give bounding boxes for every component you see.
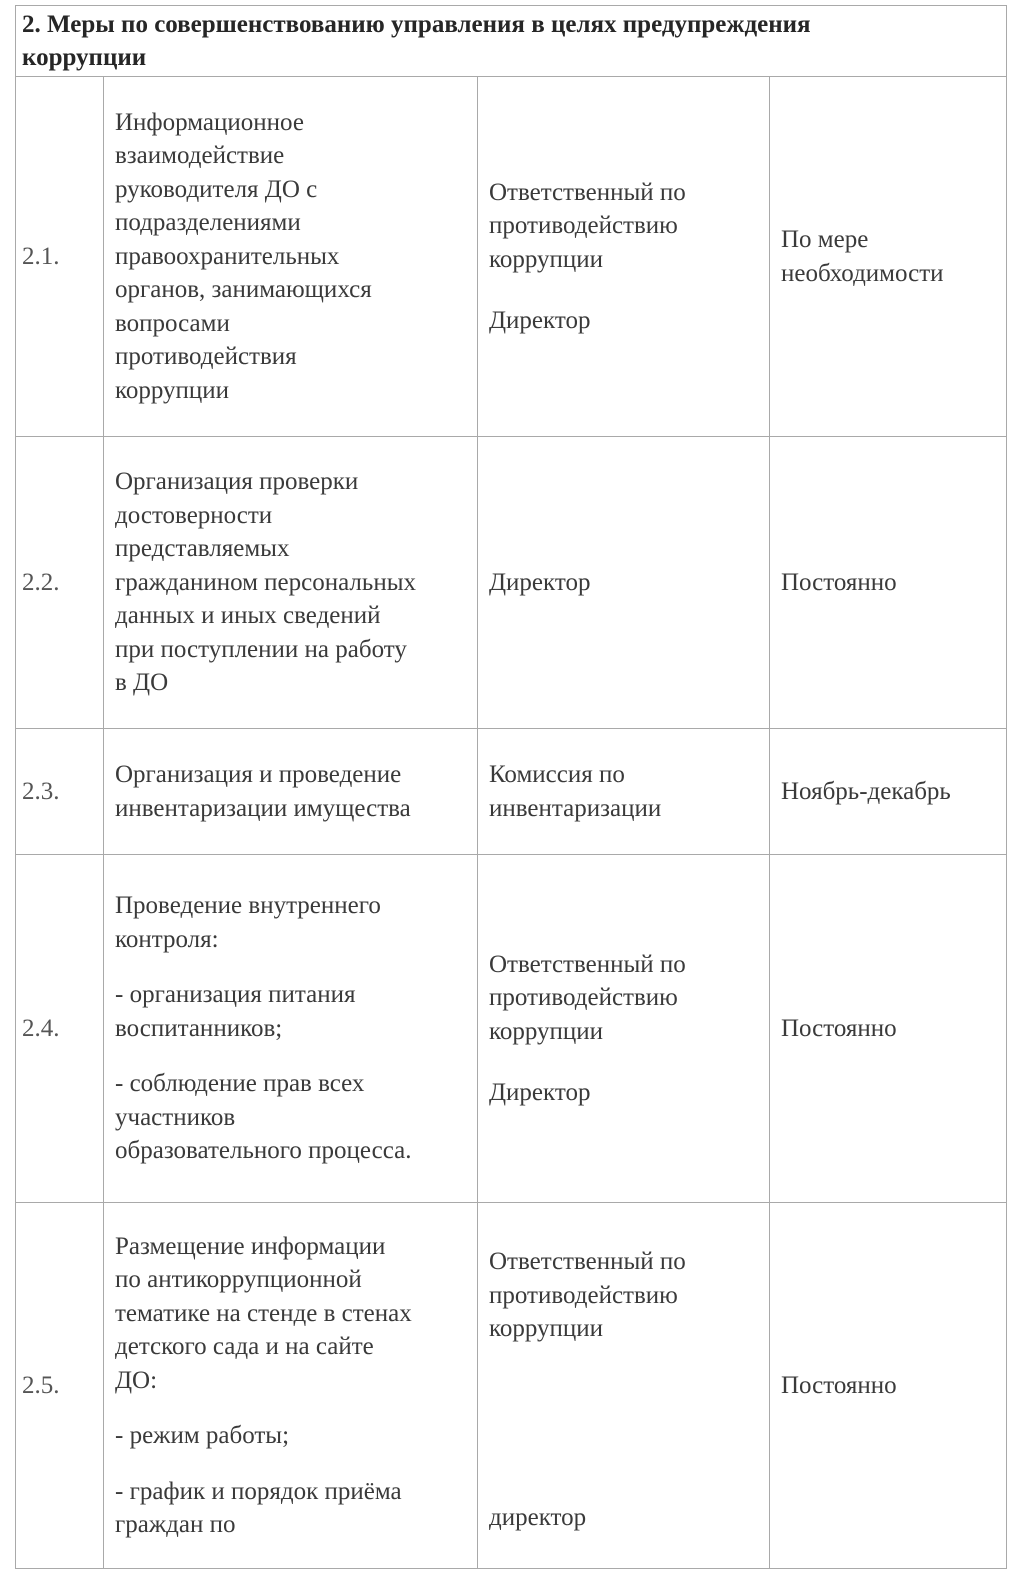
table-row — [16, 437, 1007, 729]
action-line: руководителя ДО с — [115, 175, 318, 203]
section-header-row — [16, 6, 1007, 77]
action-cell — [104, 729, 478, 855]
section-title — [16, 6, 1007, 77]
action-line: подразделениями — [115, 209, 301, 237]
action-line: вопросами — [115, 309, 230, 337]
responsible-cell — [478, 437, 770, 729]
action-cell — [104, 77, 478, 437]
action-line: ДО: — [115, 1366, 158, 1394]
action-line: граждан по — [115, 1511, 236, 1538]
term-line: По мере — [781, 226, 869, 253]
responsible-cell — [478, 855, 770, 1203]
action-line: правоохранительных — [115, 242, 340, 270]
action-line: коррупции — [115, 376, 230, 404]
responsible-line: директор — [489, 1503, 587, 1531]
section-title-line: коррупции — [22, 44, 147, 71]
responsible-line: Ответственный по — [489, 178, 686, 206]
term-line: необходимости — [781, 259, 944, 287]
spacer — [489, 1346, 763, 1501]
action-line: Организация проверки — [115, 468, 359, 496]
term-line: Постоянно — [781, 1371, 897, 1399]
action-line: Размещение информации — [115, 1232, 386, 1260]
term-cell — [770, 437, 1007, 729]
term-line: Постоянно — [781, 1014, 897, 1042]
action-line: по антикоррупционной — [115, 1266, 362, 1293]
action-cell — [104, 437, 478, 729]
row-number: 2.5. — [16, 1203, 104, 1569]
responsible-cell — [478, 77, 770, 437]
action-line: Организация и проведение — [115, 761, 402, 788]
row-number: 2.4. — [16, 855, 104, 1203]
action-line: органов, занимающихся — [115, 276, 372, 304]
responsible-cell — [478, 729, 770, 855]
action-line: - график и порядок приёма — [115, 1477, 402, 1505]
action-line: воспитанников; — [115, 1014, 283, 1042]
row-number: 2.1. — [16, 77, 104, 437]
action-line: взаимодействие — [115, 142, 285, 170]
responsible-line: коррупции — [489, 1315, 604, 1342]
responsible-line: инвентаризации — [489, 794, 662, 822]
responsible-line: Директор — [489, 568, 591, 596]
responsible-line: Комиссия по — [489, 761, 625, 788]
action-line: - организация питания — [115, 981, 356, 1009]
action-line: - режим работы; — [115, 1422, 290, 1449]
responsible-line: Директор — [489, 307, 591, 334]
term-cell — [770, 729, 1007, 855]
action-line: образовательного процесса. — [115, 1137, 412, 1165]
action-line: противодействия — [115, 343, 297, 371]
action-line: представляемых — [115, 535, 290, 563]
row-number: 2.3. — [16, 729, 104, 855]
action-line: при поступлении на работу — [115, 635, 407, 663]
responsible-line: Директор — [489, 1079, 591, 1106]
table-row — [16, 729, 1007, 855]
responsible-line: противодействию — [489, 212, 678, 239]
table-row — [16, 77, 1007, 437]
document-sheet — [15, 5, 1006, 1569]
term-cell — [770, 1203, 1007, 1569]
responsible-cell — [478, 1203, 770, 1569]
spacer — [489, 1048, 763, 1076]
spacer — [115, 956, 471, 978]
table-row — [16, 855, 1007, 1203]
action-line: тематике на стенде в стенах — [115, 1299, 412, 1327]
term-line: Ноябрь-декабрь — [781, 777, 951, 805]
responsible-line: противодействию — [489, 1281, 678, 1309]
anticorruption-plan-table — [15, 5, 1007, 1569]
action-cell — [104, 855, 478, 1203]
spacer — [489, 276, 763, 304]
term-cell — [770, 77, 1007, 437]
term-cell — [770, 855, 1007, 1203]
action-line: данных и иных сведений — [115, 602, 381, 630]
responsible-line: коррупции — [489, 245, 604, 273]
responsible-line: противодействию — [489, 984, 678, 1011]
spacer — [115, 1397, 471, 1419]
action-line: гражданином персональных — [115, 568, 416, 596]
action-line: - соблюдение прав всех — [115, 1070, 365, 1098]
action-line: в ДО — [115, 669, 169, 697]
row-number: 2.2. — [16, 437, 104, 729]
responsible-line: Ответственный по — [489, 950, 686, 978]
action-line: детского сада и на сайте — [115, 1333, 374, 1360]
section-title-line: 2. Меры по совершенствованию управления в целях предупреждения — [22, 11, 811, 38]
term-line: Постоянно — [781, 568, 897, 596]
spacer — [115, 1045, 471, 1067]
spacer — [115, 1453, 471, 1475]
table-row — [16, 1203, 1007, 1569]
action-cell — [104, 1203, 478, 1569]
action-line: Информационное — [115, 108, 304, 136]
action-line: достоверности — [115, 501, 273, 529]
action-line: участников — [115, 1103, 236, 1131]
responsible-line: Ответственный по — [489, 1248, 686, 1275]
action-line: инвентаризации имущества — [115, 794, 411, 822]
action-line: контроля: — [115, 925, 219, 953]
responsible-line: коррупции — [489, 1017, 604, 1045]
action-line: Проведение внутреннего — [115, 892, 381, 920]
